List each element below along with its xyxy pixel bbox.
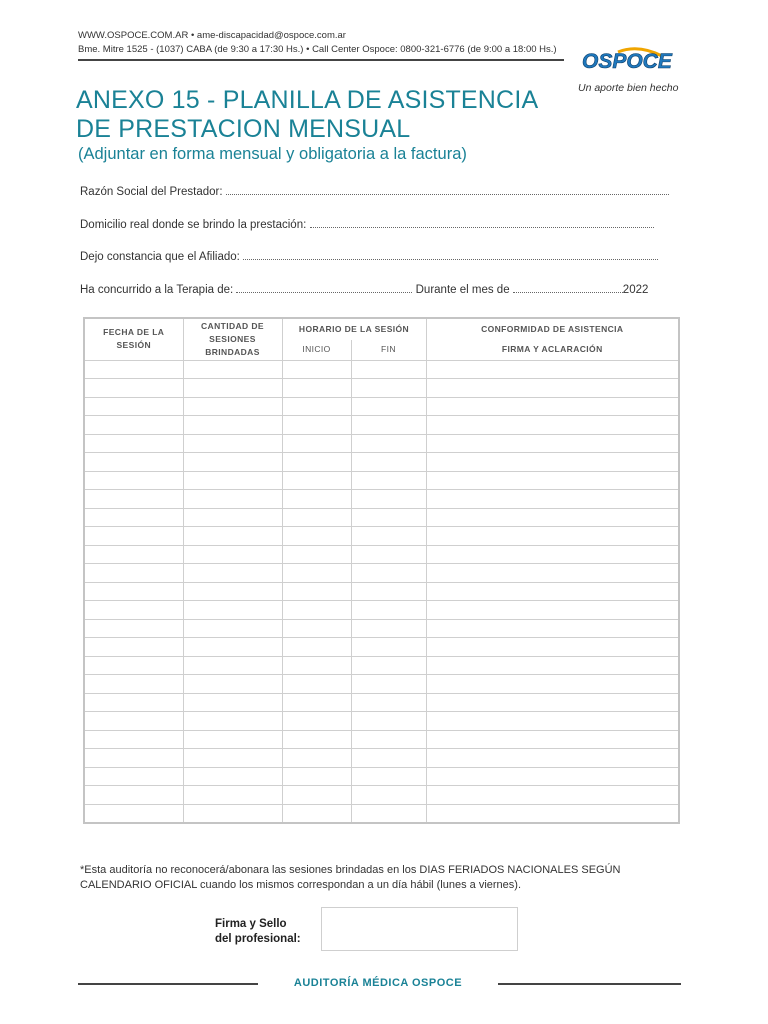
table-row: [84, 767, 679, 786]
cell-fin[interactable]: [351, 379, 426, 398]
cell-fecha[interactable]: [84, 786, 183, 805]
cell-fecha[interactable]: [84, 804, 183, 823]
cell-fin[interactable]: [351, 601, 426, 620]
cell-fecha[interactable]: [84, 656, 183, 675]
title-line-2: DE PRESTACION MENSUAL: [76, 115, 411, 143]
cell-inicio[interactable]: [282, 360, 351, 379]
cell-fin[interactable]: [351, 434, 426, 453]
cell-fin[interactable]: [351, 749, 426, 768]
cell-fin[interactable]: [351, 730, 426, 749]
col-header-inicio: INICIO: [282, 340, 351, 360]
cell-firma[interactable]: [426, 712, 679, 731]
cell-fin[interactable]: [351, 416, 426, 435]
cell-fin[interactable]: [351, 712, 426, 731]
cell-cantidad[interactable]: [183, 767, 282, 786]
table-row: [84, 675, 679, 694]
cell-firma[interactable]: [426, 527, 679, 546]
cell-cantidad[interactable]: [183, 712, 282, 731]
cell-cantidad[interactable]: [183, 434, 282, 453]
table-row: [84, 582, 679, 601]
field-terapia[interactable]: [80, 283, 648, 296]
cell-cantidad[interactable]: [183, 397, 282, 416]
cell-cantidad[interactable]: [183, 360, 282, 379]
field-durante-dots[interactable]: [513, 283, 623, 293]
signature-box[interactable]: [321, 907, 518, 951]
table-row: [84, 693, 679, 712]
cell-cantidad[interactable]: [183, 693, 282, 712]
field-afiliado[interactable]: [80, 250, 658, 263]
cell-cantidad[interactable]: [183, 416, 282, 435]
col-header-fecha: FECHA DE LA SESIÓN: [84, 318, 183, 360]
cell-fecha[interactable]: [84, 712, 183, 731]
table-row: [84, 804, 679, 823]
table-row: [84, 453, 679, 472]
cell-cantidad[interactable]: [183, 804, 282, 823]
header-rule: [78, 59, 564, 61]
cell-fin[interactable]: [351, 619, 426, 638]
cell-inicio[interactable]: [282, 712, 351, 731]
table-row: [84, 730, 679, 749]
signature-label-line-1: Firma y Sello: [215, 918, 287, 930]
cell-fecha[interactable]: [84, 749, 183, 768]
cell-fecha[interactable]: [84, 545, 183, 564]
cell-firma[interactable]: [426, 434, 679, 453]
cell-inicio[interactable]: [282, 693, 351, 712]
cell-cantidad[interactable]: [183, 527, 282, 546]
title-line-1: ANEXO 15 - PLANILLA DE ASISTENCIA: [76, 86, 539, 114]
cell-inicio[interactable]: [282, 508, 351, 527]
field-razon-social-dots[interactable]: [226, 185, 669, 195]
cell-fin[interactable]: [351, 582, 426, 601]
field-afiliado-dots[interactable]: [243, 250, 658, 260]
col-header-horario: HORARIO DE LA SESIÓN: [282, 318, 426, 340]
footnote: *Esta auditoría no reconocerá/abonara las sesiones brindadas en los DIAS FERIADOS NACIONALES SEGÚN CALENDARIO OFICIAL cuando los mismos correspondan a un día hábil (lunes a viernes).: [80, 864, 621, 891]
cell-firma[interactable]: [426, 749, 679, 768]
cell-fin[interactable]: [351, 490, 426, 509]
cell-cantidad[interactable]: [183, 786, 282, 805]
cell-inicio[interactable]: [282, 397, 351, 416]
cell-fin[interactable]: [351, 564, 426, 583]
table-row: [84, 712, 679, 731]
cell-fecha[interactable]: [84, 490, 183, 509]
cell-fecha[interactable]: [84, 453, 183, 472]
cell-inicio[interactable]: [282, 675, 351, 694]
cell-firma[interactable]: [426, 582, 679, 601]
cell-inicio[interactable]: [282, 545, 351, 564]
cell-inicio[interactable]: [282, 767, 351, 786]
cell-cantidad[interactable]: [183, 619, 282, 638]
field-domicilio[interactable]: [80, 218, 654, 231]
cell-fecha[interactable]: [84, 638, 183, 657]
cell-firma[interactable]: [426, 397, 679, 416]
cell-firma[interactable]: [426, 619, 679, 638]
table-row: [84, 416, 679, 435]
col-header-cantidad: CANTIDAD DE SESIONES BRINDADAS: [183, 318, 282, 360]
cell-fin[interactable]: [351, 360, 426, 379]
cell-inicio[interactable]: [282, 749, 351, 768]
table-row: [84, 434, 679, 453]
cell-fin[interactable]: [351, 471, 426, 490]
cell-firma[interactable]: [426, 601, 679, 620]
cell-firma[interactable]: [426, 656, 679, 675]
table-row: [84, 619, 679, 638]
table-row: [84, 656, 679, 675]
cell-inicio[interactable]: [282, 619, 351, 638]
cell-cantidad[interactable]: [183, 508, 282, 527]
cell-cantidad[interactable]: [183, 490, 282, 509]
ospoce-logo-text: OSPOCE: [582, 50, 672, 73]
cell-firma[interactable]: [426, 545, 679, 564]
cell-fin[interactable]: [351, 656, 426, 675]
cell-fecha[interactable]: [84, 601, 183, 620]
cell-firma[interactable]: [426, 360, 679, 379]
field-razon-social-label: Razón Social del Prestador:: [80, 186, 223, 198]
cell-inicio[interactable]: [282, 582, 351, 601]
footer-text: AUDITORÍA MÉDICA OSPOCE: [293, 977, 463, 989]
cell-cantidad[interactable]: [183, 545, 282, 564]
cell-fecha[interactable]: [84, 508, 183, 527]
cell-fecha[interactable]: [84, 730, 183, 749]
table-row: [84, 638, 679, 657]
cell-firma[interactable]: [426, 416, 679, 435]
cell-firma[interactable]: [426, 564, 679, 583]
cell-inicio[interactable]: [282, 434, 351, 453]
field-afiliado-label: Dejo constancia que el Afiliado:: [80, 251, 240, 263]
cell-fecha[interactable]: [84, 360, 183, 379]
table-row: [84, 786, 679, 805]
footer-rule-left: [78, 983, 258, 985]
cell-fin[interactable]: [351, 508, 426, 527]
cell-inicio[interactable]: [282, 564, 351, 583]
attendance-table: [83, 317, 680, 824]
cell-inicio[interactable]: [282, 416, 351, 435]
page-title: [76, 86, 538, 144]
cell-fin[interactable]: [351, 804, 426, 823]
cell-firma[interactable]: [426, 730, 679, 749]
logo-slogan: Un aporte bien hecho: [578, 82, 679, 94]
cell-inicio[interactable]: [282, 804, 351, 823]
cell-firma[interactable]: [426, 379, 679, 398]
cell-firma[interactable]: [426, 786, 679, 805]
cell-fin[interactable]: [351, 527, 426, 546]
col-header-firma: FIRMA Y ACLARACIÓN: [426, 340, 679, 360]
table-row: [84, 508, 679, 527]
cell-inicio[interactable]: [282, 379, 351, 398]
cell-firma[interactable]: [426, 490, 679, 509]
cell-fin[interactable]: [351, 453, 426, 472]
cell-fecha[interactable]: [84, 619, 183, 638]
header-address-line: Bme. Mitre 1525 - (1037) CABA (de 9:30 a 17:30 Hs.) • Call Center Ospoce: 0800-321-6776 (de 9:00 a 18:00 Hs.): [78, 44, 557, 55]
cell-cantidad[interactable]: [183, 379, 282, 398]
cell-fecha[interactable]: [84, 379, 183, 398]
cell-cantidad[interactable]: [183, 471, 282, 490]
cell-fecha[interactable]: [84, 434, 183, 453]
cell-cantidad[interactable]: [183, 582, 282, 601]
cell-inicio[interactable]: [282, 601, 351, 620]
table-row: [84, 471, 679, 490]
cell-inicio[interactable]: [282, 527, 351, 546]
table-row: [84, 545, 679, 564]
cell-firma[interactable]: [426, 638, 679, 657]
signature-label-line-2: del profesional:: [215, 933, 301, 945]
table-row: [84, 564, 679, 583]
field-terapia-dots[interactable]: [236, 283, 412, 293]
cell-cantidad[interactable]: [183, 638, 282, 657]
cell-fin[interactable]: [351, 786, 426, 805]
header-contact-line: WWW.OSPOCE.COM.AR • ame-discapacidad@ospoce.com.ar: [78, 30, 346, 41]
cell-cantidad[interactable]: [183, 749, 282, 768]
cell-firma[interactable]: [426, 675, 679, 694]
cell-firma[interactable]: [426, 471, 679, 490]
cell-fecha[interactable]: [84, 582, 183, 601]
cell-cantidad[interactable]: [183, 675, 282, 694]
cell-inicio[interactable]: [282, 453, 351, 472]
table-row: [84, 601, 679, 620]
cell-firma[interactable]: [426, 508, 679, 527]
cell-firma[interactable]: [426, 453, 679, 472]
cell-cantidad[interactable]: [183, 564, 282, 583]
cell-fecha[interactable]: [84, 675, 183, 694]
table-row: [84, 749, 679, 768]
cell-fecha[interactable]: [84, 416, 183, 435]
col-header-fin: FIN: [351, 340, 426, 360]
footer-rule-right: [498, 983, 681, 985]
cell-fecha[interactable]: [84, 693, 183, 712]
cell-cantidad[interactable]: [183, 601, 282, 620]
cell-firma[interactable]: [426, 804, 679, 823]
table-row: [84, 527, 679, 546]
signature-label: [215, 917, 301, 947]
cell-inicio[interactable]: [282, 471, 351, 490]
cell-fecha[interactable]: [84, 397, 183, 416]
cell-cantidad[interactable]: [183, 453, 282, 472]
field-terapia-label: Ha concurrido a la Terapia de:: [80, 284, 234, 296]
field-razon-social[interactable]: [80, 185, 669, 198]
field-durante-label: Durante el mes de: [415, 284, 510, 296]
table-row: [84, 379, 679, 398]
field-domicilio-dots[interactable]: [310, 218, 654, 228]
table-row: [84, 397, 679, 416]
cell-fecha[interactable]: [84, 767, 183, 786]
cell-fin[interactable]: [351, 767, 426, 786]
field-domicilio-label: Domicilio real donde se brindo la prestación:: [80, 219, 307, 231]
table-row: [84, 490, 679, 509]
cell-fecha[interactable]: [84, 471, 183, 490]
col-header-conformidad: CONFORMIDAD DE ASISTENCIA: [426, 318, 679, 340]
cell-fin[interactable]: [351, 693, 426, 712]
cell-inicio[interactable]: [282, 638, 351, 657]
page-subtitle: (Adjuntar en forma mensual y obligatoria a la factura): [78, 145, 467, 163]
table-row: [84, 360, 679, 379]
cell-inicio[interactable]: [282, 786, 351, 805]
cell-inicio[interactable]: [282, 656, 351, 675]
cell-inicio[interactable]: [282, 730, 351, 749]
cell-cantidad[interactable]: [183, 730, 282, 749]
cell-firma[interactable]: [426, 767, 679, 786]
cell-cantidad[interactable]: [183, 656, 282, 675]
cell-inicio[interactable]: [282, 490, 351, 509]
cell-fin[interactable]: [351, 638, 426, 657]
field-year: 2022: [622, 284, 649, 296]
cell-fecha[interactable]: [84, 564, 183, 583]
table-body: [84, 360, 679, 823]
cell-fin[interactable]: [351, 397, 426, 416]
cell-firma[interactable]: [426, 693, 679, 712]
cell-fin[interactable]: [351, 545, 426, 564]
cell-fecha[interactable]: [84, 527, 183, 546]
cell-fin[interactable]: [351, 675, 426, 694]
